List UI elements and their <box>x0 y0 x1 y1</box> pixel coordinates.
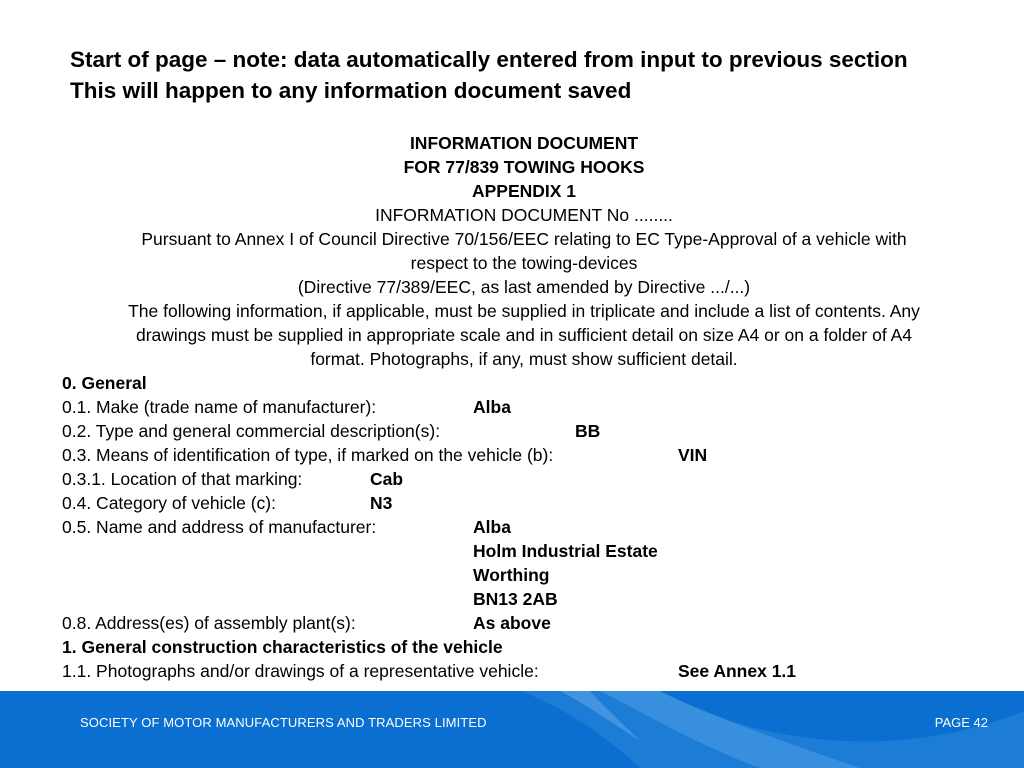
info-line-3: format. Photographs, if any, must show sufficient detail. <box>310 349 738 369</box>
item-category <box>62 491 992 515</box>
address-line: Holm Industrial Estate <box>473 541 658 561</box>
item-type <box>62 419 992 443</box>
item-value: Alba <box>473 517 511 537</box>
item-value: VIN <box>678 445 708 465</box>
item-label: 1.1. Photographs and/or drawings of a representative vehicle: <box>62 661 539 681</box>
note-line-1: Start of page – note: data automatically entered from input to previous section <box>70 47 908 72</box>
item-identification <box>62 443 992 467</box>
info-line-1: The following information, if applicable, must be supplied in triplicate and include a list of contents. Any <box>128 301 920 321</box>
footer-organization: SOCIETY OF MOTOR MANUFACTURERS AND TRADERS LIMITED <box>80 715 487 730</box>
address-line: Worthing <box>473 565 550 585</box>
item-value: BB <box>575 421 601 441</box>
document-items <box>62 371 992 683</box>
footer-bar <box>0 691 1024 768</box>
item-label: 0.3. Means of identification of type, if marked on the vehicle (b): <box>62 445 554 465</box>
item-label: 0.8. Address(es) of assembly plant(s): <box>62 613 356 633</box>
pursuant-line-2: respect to the towing-devices <box>410 253 638 273</box>
pursuant-line-1: Pursuant to Annex I of Council Directive 70/156/EEC relating to EC Type-Approval of a vehicle with <box>141 229 907 249</box>
address-line: BN13 2AB <box>473 589 558 609</box>
info-line-2: drawings must be supplied in appropriate scale and in sufficient detail on size A4 or on a folder of A4 <box>136 325 912 345</box>
item-label: 0.4. Category of vehicle (c): <box>62 493 276 513</box>
item-make <box>62 395 992 419</box>
item-marking-location <box>62 467 992 491</box>
section-general <box>62 371 992 395</box>
section-heading: 0. General <box>62 373 147 393</box>
item-value: As above <box>473 613 551 633</box>
item-label: 0.1. Make (trade name of manufacturer): <box>62 397 377 417</box>
section-construction <box>62 635 992 659</box>
item-photographs <box>62 659 992 683</box>
item-value: Cab <box>370 469 404 489</box>
auto-entry-note <box>70 44 1020 106</box>
item-value: N3 <box>370 493 393 513</box>
document-title: INFORMATION DOCUMENT <box>409 133 639 153</box>
item-manufacturer-address <box>62 563 992 587</box>
item-assembly-plant <box>62 611 992 635</box>
item-label: 0.3.1. Location of that marking: <box>62 469 303 489</box>
note-line-2: This will happen to any information document saved <box>70 78 632 103</box>
item-manufacturer-address <box>62 587 992 611</box>
page-number: PAGE 42 <box>934 715 988 730</box>
section-heading: 1. General construction characteristics of the vehicle <box>62 637 503 657</box>
document-heading <box>60 131 988 371</box>
document-subtitle: FOR 77/839 TOWING HOOKS <box>403 157 645 177</box>
item-value: Alba <box>473 397 511 417</box>
item-label: 0.5. Name and address of manufacturer: <box>62 517 377 537</box>
item-value: See Annex 1.1 <box>678 661 797 681</box>
document-number: INFORMATION DOCUMENT No ........ <box>375 205 673 225</box>
directive-reference: (Directive 77/389/EEC, as last amended by Directive .../...) <box>297 277 751 297</box>
appendix-label: APPENDIX 1 <box>471 181 577 201</box>
item-manufacturer <box>62 515 992 539</box>
item-label: 0.2. Type and general commercial description(s): <box>62 421 441 441</box>
item-manufacturer-address <box>62 539 992 563</box>
